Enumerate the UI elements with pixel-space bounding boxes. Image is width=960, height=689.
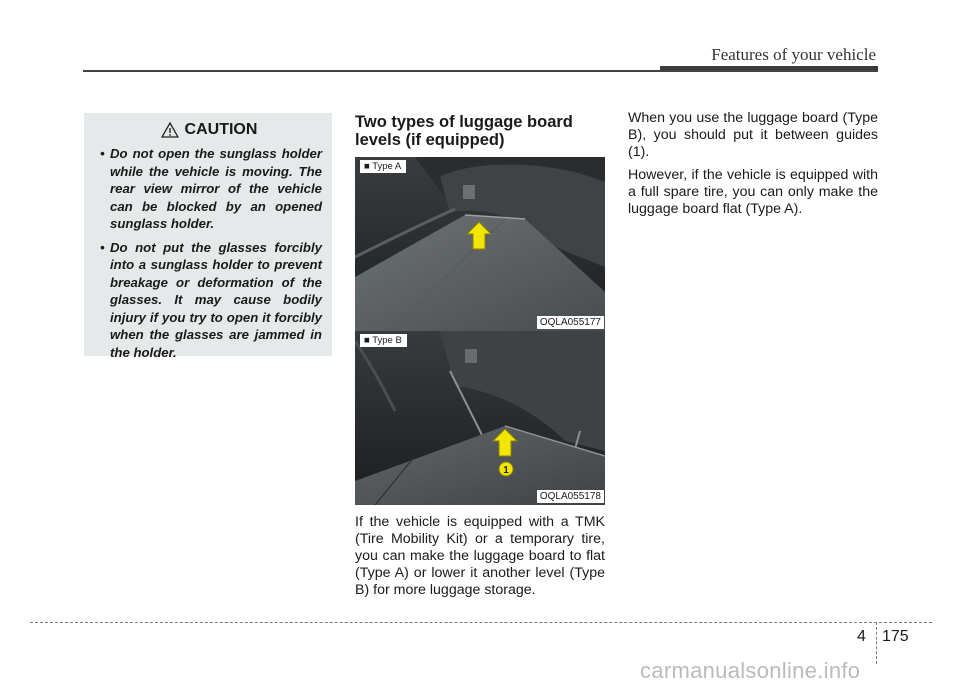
luggage-board-photo-type-b xyxy=(355,331,605,505)
watermark: carmanualsonline.info xyxy=(640,658,861,683)
body-paragraph: However, if the vehicle is equipped with a full spare tire, you can only make the luggage board flat (Type A). xyxy=(628,167,878,217)
caution-title: CAUTION xyxy=(184,121,258,138)
caution-item: • Do not put the glasses forcibly into a sunglass holder to prevent breakage or deformation of the glasses. It may cause bodily injury if you try to open it forcibly when the glasses are jammed in the holder. xyxy=(100,239,322,360)
figure-tag: ■ Type B xyxy=(360,334,407,347)
caution-header xyxy=(96,121,322,139)
body-paragraph: If the vehicle is equipped with a TMK (Tire Mobility Kit) or a temporary tire, you can make the luggage board to flat (Type A) or lower it another level (Type B) for more luggage storage. xyxy=(355,514,605,598)
figure-code: OQLA055177 xyxy=(537,316,604,329)
right-column xyxy=(628,110,878,224)
caution-item: • Do not open the sunglass holder while the vehicle is moving. The rear view mirror of the vehicle can be blocked by an opened sunglass holder. xyxy=(100,146,322,231)
caution-item-text: Do not open the sunglass holder while the vehicle is moving. The rear view mirror of the vehicle can be blocked by an opened sunglass holder. xyxy=(110,146,322,231)
section-title: Two types of luggage board levels (if equipped) xyxy=(355,113,573,149)
footer-divider xyxy=(876,622,877,664)
section-column xyxy=(355,113,605,149)
figure-type-b xyxy=(355,331,605,505)
figure-tag: ■ Type A xyxy=(360,160,406,173)
header-rule xyxy=(83,70,878,72)
warning-triangle-icon xyxy=(161,122,179,138)
figure-code: OQLA055178 xyxy=(537,490,604,503)
figure-type-a xyxy=(355,157,605,331)
footer-rule xyxy=(30,622,932,623)
caution-box xyxy=(84,113,332,360)
callout-number: 1 xyxy=(503,465,509,476)
luggage-board-photo-type-a xyxy=(355,157,605,331)
chapter-number: 4 xyxy=(857,628,866,645)
caution-item-text: Do not put the glasses forcibly into a sunglass holder to prevent breakage or deformation of the glasses. It may cause bodily injury if you try to open it forcibly when the glasses are jammed in the holder. xyxy=(110,239,322,360)
running-header: Features of your vehicle xyxy=(711,45,876,64)
page-number: 175 xyxy=(882,628,909,645)
body-paragraph: When you use the luggage board (Type B), you should put it between guides (1). xyxy=(628,110,878,160)
